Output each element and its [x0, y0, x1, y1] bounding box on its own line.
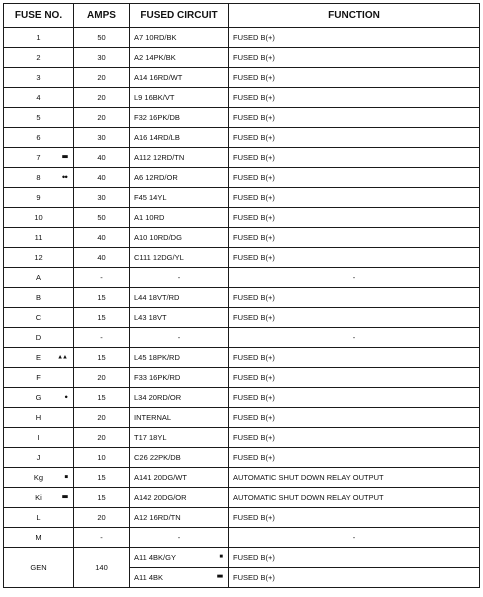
- table-row: [4, 108, 480, 128]
- fuse-number-cell: [4, 468, 74, 488]
- amps-cell: 40: [74, 168, 130, 188]
- amps-cell: 15: [74, 288, 130, 308]
- fused-circuit-cell: C111 12DG/YL: [130, 248, 229, 268]
- header-fuse-no: FUSE NO.: [4, 4, 74, 28]
- table-row: [4, 348, 480, 368]
- function-cell: -: [229, 328, 480, 348]
- fuse-number-cell: [4, 328, 74, 348]
- amps-cell: 15: [74, 488, 130, 508]
- fuse-number: 4: [36, 92, 41, 102]
- function-cell: FUSED B(+): [229, 148, 480, 168]
- table-row: [4, 308, 480, 328]
- amps-cell: 15: [74, 468, 130, 488]
- table-row: [4, 68, 480, 88]
- fuse-table: [3, 3, 480, 588]
- fused-circuit-cell: A7 10RD/BK: [130, 28, 229, 48]
- table-row: [4, 28, 480, 48]
- function-cell: AUTOMATIC SHUT DOWN RELAY OUTPUT: [229, 488, 480, 508]
- header-row: [4, 4, 480, 28]
- function-cell: FUSED B(+): [229, 188, 480, 208]
- fused-circuit-cell: L44 18VT/RD: [130, 288, 229, 308]
- function-cell: FUSED B(+): [229, 128, 480, 148]
- fuse-number-cell: [4, 508, 74, 528]
- amps-cell: 40: [74, 148, 130, 168]
- function-cell: FUSED B(+): [229, 208, 480, 228]
- fuse-number: M: [35, 532, 42, 542]
- table-row: [4, 368, 480, 388]
- amps-cell: -: [74, 528, 130, 548]
- header-function: FUNCTION: [229, 4, 480, 28]
- circuit-text: A11 4BK/GY: [134, 552, 176, 562]
- circuit-text: A11 4BK: [134, 572, 164, 582]
- amps-cell: 15: [74, 348, 130, 368]
- fused-circuit-cell: F32 16PK/DB: [130, 108, 229, 128]
- function-cell: FUSED B(+): [229, 28, 480, 48]
- function-cell: -: [229, 268, 480, 288]
- function-cell: FUSED B(+): [229, 448, 480, 468]
- fuse-number-cell: [4, 288, 74, 308]
- fused-circuit-cell: A142 20DG/OR: [130, 488, 229, 508]
- table-row: [4, 248, 480, 268]
- fuse-number-cell: [4, 268, 74, 288]
- table-row: [4, 148, 480, 168]
- amps-cell: 20: [74, 108, 130, 128]
- fuse-number-cell: [4, 348, 74, 368]
- header-amps: AMPS: [74, 4, 130, 28]
- function-cell: FUSED B(+): [229, 288, 480, 308]
- table-row: [4, 188, 480, 208]
- fuse-number-cell: [4, 28, 74, 48]
- function-cell: FUSED B(+): [229, 88, 480, 108]
- fuse-table-container: [3, 3, 479, 588]
- table-row: [4, 268, 480, 288]
- fuse-number-cell: [4, 48, 74, 68]
- function-cell: AUTOMATIC SHUT DOWN RELAY OUTPUT: [229, 468, 480, 488]
- fuse-number-cell: [4, 408, 74, 428]
- amps-cell: 30: [74, 188, 130, 208]
- fuse-number-cell: [4, 488, 74, 508]
- function-cell: FUSED B(+): [229, 108, 480, 128]
- fuse-number: 7: [36, 152, 41, 162]
- fuse-number: A: [35, 272, 41, 282]
- fuse-number: GEN: [30, 562, 47, 572]
- fused-circuit-cell: -: [130, 328, 229, 348]
- table-row: [4, 208, 480, 228]
- fuse-number: L: [36, 512, 41, 522]
- fused-circuit-cell: A12 16RD/TN: [130, 508, 229, 528]
- table-row: [4, 548, 480, 568]
- table-row: [4, 228, 480, 248]
- circuit-mark-icon: ■■: [216, 573, 222, 580]
- fuse-mark-icon: ▲▲: [57, 354, 67, 361]
- fused-circuit-cell: C26 22PK/DB: [130, 448, 229, 468]
- fuse-number-cell: [4, 528, 74, 548]
- fused-circuit-cell: -: [130, 268, 229, 288]
- function-cell: FUSED B(+): [229, 248, 480, 268]
- table-row: [4, 448, 480, 468]
- fused-circuit-cell: A141 20DG/WT: [130, 468, 229, 488]
- amps-cell: 50: [74, 28, 130, 48]
- fuse-number: 6: [36, 132, 41, 142]
- fuse-mark-icon: ■: [64, 474, 67, 481]
- fuse-number: E: [35, 352, 41, 362]
- amps-cell: 30: [74, 48, 130, 68]
- fuse-number-cell: [4, 368, 74, 388]
- fuse-number: 1: [36, 32, 41, 42]
- function-cell: FUSED B(+): [229, 388, 480, 408]
- fuse-number: 5: [36, 112, 41, 122]
- fuse-table-body: [4, 28, 480, 588]
- function-cell: FUSED B(+): [229, 228, 480, 248]
- function-cell: FUSED B(+): [229, 348, 480, 368]
- amps-cell: 50: [74, 208, 130, 228]
- fuse-number-cell: [4, 448, 74, 468]
- fuse-mark-icon: ■■: [61, 494, 67, 501]
- fuse-number: F: [36, 372, 41, 382]
- fuse-number: H: [35, 412, 42, 422]
- fuse-number-cell: [4, 228, 74, 248]
- amps-cell: 30: [74, 128, 130, 148]
- function-cell: FUSED B(+): [229, 48, 480, 68]
- fused-circuit-cell: L45 18PK/RD: [130, 348, 229, 368]
- function-cell: FUSED B(+): [229, 568, 480, 588]
- function-cell: FUSED B(+): [229, 68, 480, 88]
- fuse-number-cell: [4, 188, 74, 208]
- fused-circuit-cell: A2 14PK/BK: [130, 48, 229, 68]
- function-cell: FUSED B(+): [229, 428, 480, 448]
- fuse-number-cell: [4, 208, 74, 228]
- fuse-number-cell: [4, 148, 74, 168]
- amps-cell: 140: [74, 548, 130, 588]
- amps-cell: 10: [74, 448, 130, 468]
- amps-cell: 20: [74, 368, 130, 388]
- function-cell: FUSED B(+): [229, 548, 480, 568]
- amps-cell: 15: [74, 388, 130, 408]
- table-row: [4, 288, 480, 308]
- table-row: [4, 128, 480, 148]
- fuse-number-cell: [4, 68, 74, 88]
- amps-cell: 20: [74, 88, 130, 108]
- fuse-number: 2: [36, 52, 41, 62]
- function-cell: -: [229, 528, 480, 548]
- table-row: [4, 488, 480, 508]
- table-row: [4, 468, 480, 488]
- amps-cell: -: [74, 268, 130, 288]
- fused-circuit-cell: A112 12RD/TN: [130, 148, 229, 168]
- fuse-mark-icon: ■■: [61, 154, 67, 161]
- fused-circuit-cell: [130, 548, 229, 568]
- fused-circuit-cell: A6 12RD/OR: [130, 168, 229, 188]
- fuse-number: G: [35, 392, 42, 402]
- table-row: [4, 328, 480, 348]
- fused-circuit-cell: L34 20RD/OR: [130, 388, 229, 408]
- fused-circuit-cell: F45 14YL: [130, 188, 229, 208]
- fuse-number: Ki: [35, 492, 42, 502]
- function-cell: FUSED B(+): [229, 508, 480, 528]
- fused-circuit-cell: -: [130, 528, 229, 548]
- fuse-number-cell: [4, 88, 74, 108]
- table-row: [4, 408, 480, 428]
- amps-cell: 20: [74, 508, 130, 528]
- fused-circuit-cell: A14 16RD/WT: [130, 68, 229, 88]
- fused-circuit-cell: L9 16BK/VT: [130, 88, 229, 108]
- amps-cell: 15: [74, 308, 130, 328]
- fuse-number: 8: [36, 172, 41, 182]
- amps-cell: 20: [74, 428, 130, 448]
- fuse-number-cell: [4, 168, 74, 188]
- fuse-mark-icon: ●: [64, 394, 67, 401]
- fused-circuit-cell: T17 18YL: [130, 428, 229, 448]
- fuse-number: 11: [34, 232, 43, 242]
- fuse-number-cell: [4, 308, 74, 328]
- amps-cell: 40: [74, 228, 130, 248]
- fuse-number: C: [35, 312, 42, 322]
- fused-circuit-cell: L43 18VT: [130, 308, 229, 328]
- fuse-number: 3: [36, 72, 41, 82]
- function-cell: FUSED B(+): [229, 368, 480, 388]
- amps-cell: -: [74, 328, 130, 348]
- fuse-number-cell: [4, 108, 74, 128]
- fuse-number: I: [37, 432, 40, 442]
- fuse-number: 9: [36, 192, 41, 202]
- fuse-number-cell: [4, 428, 74, 448]
- fuse-number: Kg: [33, 472, 44, 482]
- amps-cell: 20: [74, 68, 130, 88]
- amps-cell: 20: [74, 408, 130, 428]
- fused-circuit-cell: F33 16PK/RD: [130, 368, 229, 388]
- fuse-number: B: [35, 292, 41, 302]
- fused-circuit-cell: A16 14RD/LB: [130, 128, 229, 148]
- table-row: [4, 48, 480, 68]
- fuse-number: J: [36, 452, 41, 462]
- fuse-number: 10: [34, 212, 43, 222]
- fuse-mark-icon: ●●: [61, 174, 67, 181]
- table-row: [4, 88, 480, 108]
- fuse-number: D: [35, 332, 42, 342]
- fuse-number-cell: [4, 388, 74, 408]
- fuse-number-cell: [4, 128, 74, 148]
- fuse-number-cell: [4, 548, 74, 588]
- header-fused-circuit: FUSED CIRCUIT: [130, 4, 229, 28]
- amps-cell: 40: [74, 248, 130, 268]
- fused-circuit-cell: INTERNAL: [130, 408, 229, 428]
- table-row: [4, 528, 480, 548]
- function-cell: FUSED B(+): [229, 168, 480, 188]
- circuit-mark-icon: ■: [219, 553, 222, 560]
- function-cell: FUSED B(+): [229, 408, 480, 428]
- fused-circuit-cell: A1 10RD: [130, 208, 229, 228]
- fused-circuit-cell: [130, 568, 229, 588]
- function-cell: FUSED B(+): [229, 308, 480, 328]
- fuse-number-cell: [4, 248, 74, 268]
- table-row: [4, 508, 480, 528]
- table-row: [4, 388, 480, 408]
- table-row: [4, 168, 480, 188]
- table-row: [4, 428, 480, 448]
- fuse-number: 12: [34, 252, 43, 262]
- fused-circuit-cell: A10 10RD/DG: [130, 228, 229, 248]
